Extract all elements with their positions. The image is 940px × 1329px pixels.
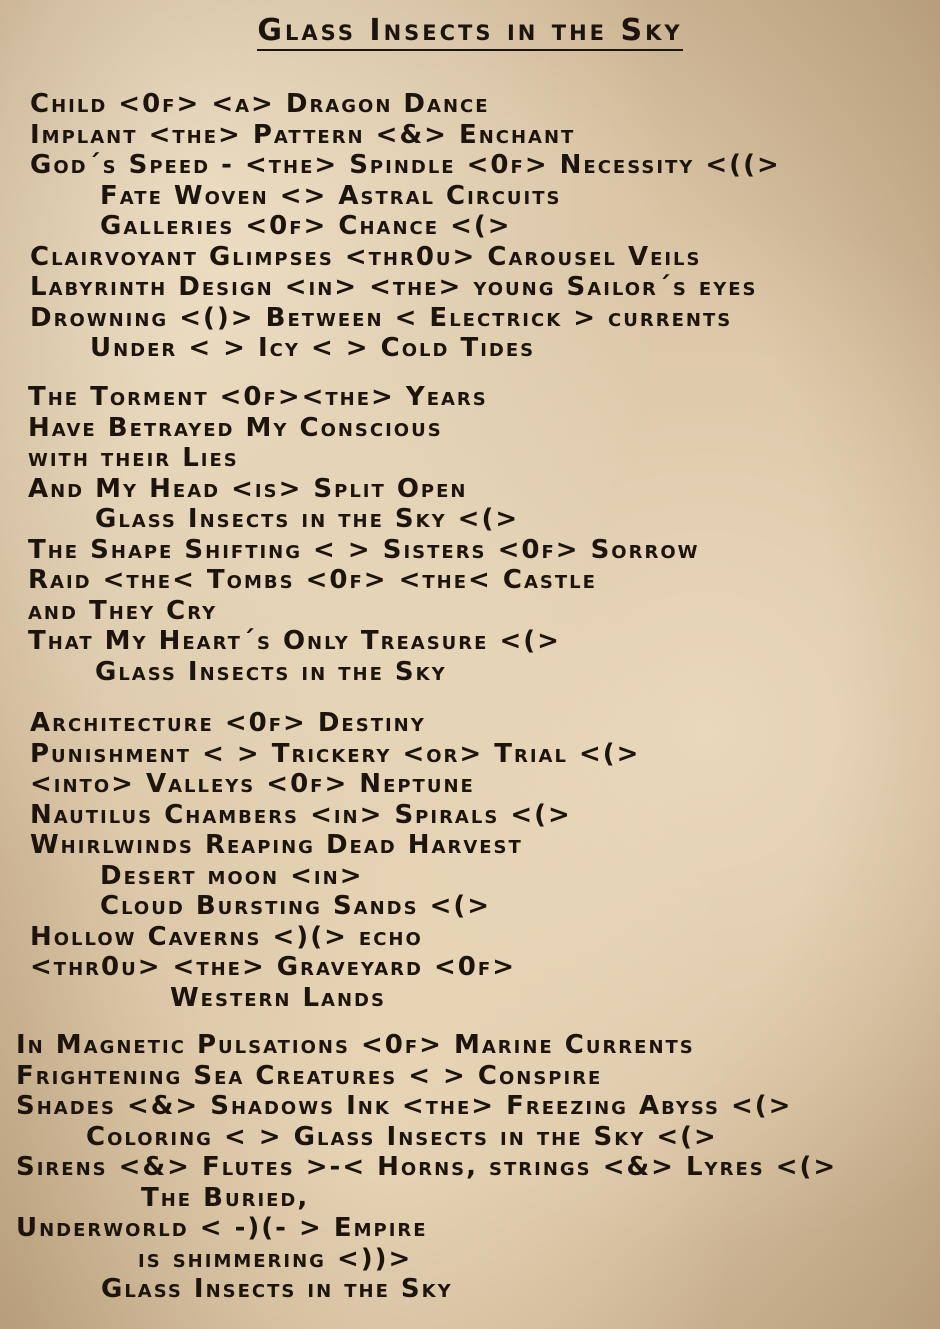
poem-line: with their Lies bbox=[28, 443, 239, 473]
poem-line: The Torment <0f><the> Years bbox=[28, 382, 488, 412]
poem-line: The Shape Shifting < > Sisters <0f> Sorrow bbox=[28, 534, 700, 565]
poem-line: <into> Valleys <0f> Neptune bbox=[30, 769, 475, 799]
poem-line: Underworld < -)(- > Empire bbox=[16, 1213, 428, 1243]
poem-line: Raid <the< Tombs <0f> <the< Castle bbox=[28, 565, 597, 595]
poem-line: Coloring < > Glass Insects in the Sky <(> bbox=[86, 1121, 718, 1152]
poem-line: Shades <&> Shadows Ink <the> Freezing Abyss <(> bbox=[16, 1091, 793, 1121]
poem-line: Labyrinth Design <in> <the> young Sailor´s eyes bbox=[30, 272, 758, 302]
poem-line: Have Betrayed My Conscious bbox=[28, 412, 443, 443]
poem-line: and They Cry bbox=[28, 595, 218, 626]
poem-title: Glass Insects in the Sky bbox=[0, 12, 940, 50]
poem-line: And My Head <is> Split Open bbox=[28, 473, 468, 504]
poem-line: Punishment < > Trickery <or> Trial <(> bbox=[30, 738, 641, 769]
poem-line: Implant <the> Pattern <&> Enchant bbox=[30, 119, 576, 150]
stanza-3 bbox=[30, 708, 640, 1013]
stanza-4 bbox=[16, 1030, 837, 1305]
poem-line: Drowning <()> Between < Electrick > currents bbox=[30, 302, 733, 333]
poem-line: Whirlwinds Reaping Dead Harvest bbox=[30, 830, 523, 860]
stanza-2 bbox=[28, 382, 699, 687]
poem-line: Nautilus Chambers <in> Spirals <(> bbox=[30, 799, 572, 830]
poem-line: Glass Insects in the Sky bbox=[95, 656, 447, 687]
poem-line: Galleries <0f> Chance <(> bbox=[100, 211, 512, 241]
stanza-1 bbox=[30, 89, 781, 364]
poem-line: God´s Speed - <the> Spindle <0f> Necessity <((> bbox=[30, 150, 781, 180]
poem-line: Western Lands bbox=[170, 982, 386, 1013]
poem-line: <thr0u> <the> Graveyard <0f> bbox=[30, 952, 516, 982]
poem-line: Architecture <0f> Destiny bbox=[30, 708, 426, 738]
poem-line: Under < > Icy < > Cold Tides bbox=[90, 333, 536, 363]
poem-line: Desert moon <in> bbox=[100, 860, 364, 891]
poem-line: That My Heart´s Only Treasure <(> bbox=[28, 626, 561, 656]
poem-line: Clairvoyant Glimpses <thr0u> Carousel Veils bbox=[30, 241, 702, 272]
poem-line: The Buried, bbox=[141, 1182, 310, 1213]
poem-line: Glass Insects in the Sky bbox=[101, 1274, 453, 1304]
poem-line: Cloud Bursting Sands <(> bbox=[100, 891, 492, 921]
poem-line: In Magnetic Pulsations <0f> Marine Currents bbox=[16, 1030, 695, 1060]
poem-line: Sirens <&> Flutes >-< Horns, strings <&> Lyres <(> bbox=[16, 1152, 838, 1182]
poem-line: Child <0f> <a> Dragon Dance bbox=[30, 89, 490, 119]
poem-line: Fate Woven <> Astral Circuits bbox=[100, 180, 562, 211]
poem-line: Frightening Sea Creatures < > Conspire bbox=[16, 1060, 603, 1091]
poem-line: Glass Insects in the Sky <(> bbox=[95, 504, 520, 534]
poem-line: Hollow Caverns <)(> echo bbox=[30, 921, 423, 952]
poem-line: is shimmering <))> bbox=[138, 1243, 413, 1274]
